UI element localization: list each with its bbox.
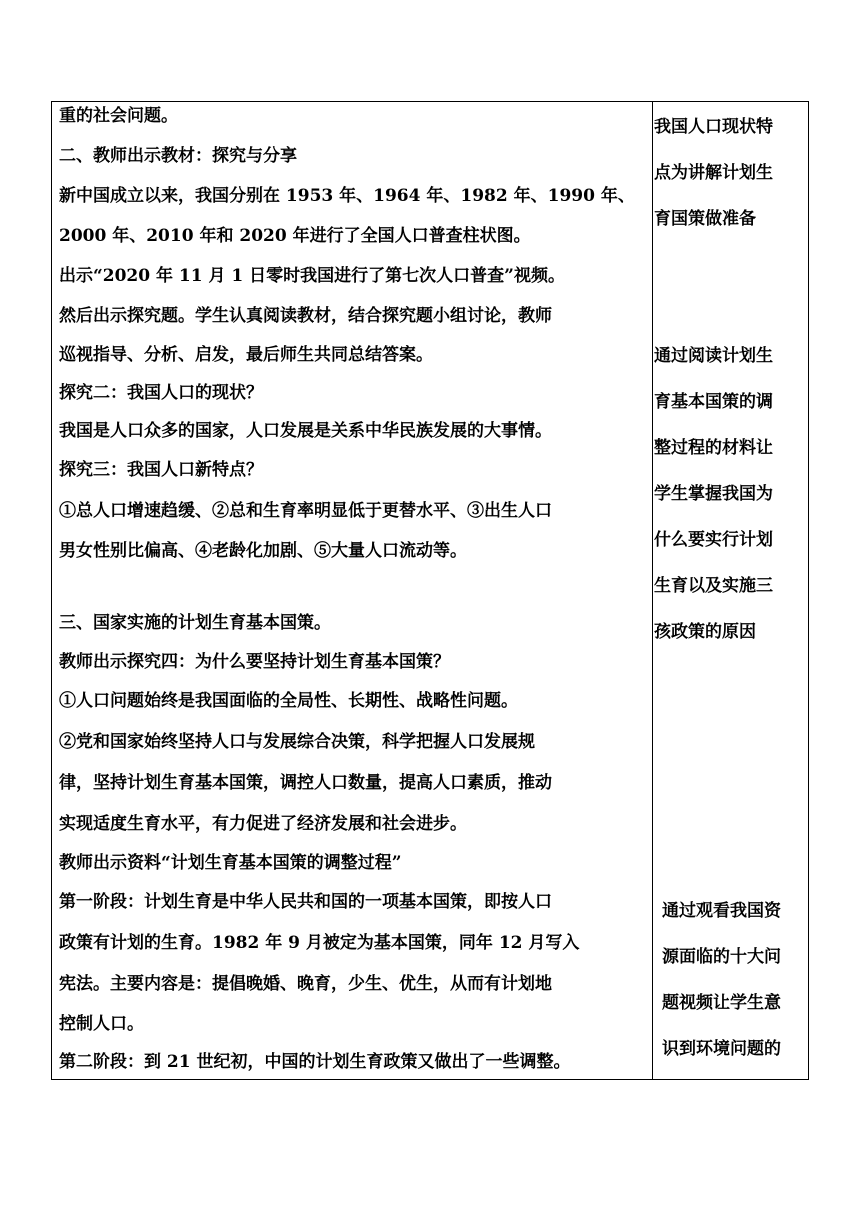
text-line: 我国是人口众多的国家，人口发展是关系中华民族发展的大事情。 <box>59 421 552 441</box>
text-line: 实现适度生育水平，有力促进了经济发展和社会进步。 <box>59 814 467 834</box>
text-line: 第二阶段：到 21 世纪初，中国的计划生育政策又做出了一些调整。 <box>59 1052 571 1072</box>
note-line: 我国人口现状特 <box>654 117 773 137</box>
text-line: 新中国成立以来，我国分别在 1953 年、1964 年、1982 年、1990 年、 <box>59 186 635 206</box>
note-line: 孩政策的原因 <box>654 622 756 642</box>
note-line: 学生掌握我国为 <box>654 484 773 504</box>
note-line: 点为讲解计划生 <box>654 163 773 183</box>
side-note <box>662 900 814 1084</box>
note-line: 识到环境问题的 <box>662 1039 781 1059</box>
note-line: 育基本国策的调 <box>654 392 773 412</box>
note-line: 生育以及实施三 <box>654 576 773 596</box>
section-heading: 二、教师出示教材：探究与分享 <box>59 146 297 166</box>
text-line: 探究二：我国人口的现状？ <box>59 383 263 403</box>
note-line: 源面临的十大问 <box>662 947 781 967</box>
text-line: 政策有计划的生育。1982 年 9 月被定为基本国策，同年 12 月写入 <box>59 933 580 953</box>
text-line: 律，坚持计划生育基本国策，调控人口数量，提高人口素质，推动 <box>59 773 552 793</box>
text-line: ①人口问题始终是我国面临的全局性、长期性、战略性问题。 <box>59 691 518 711</box>
note-line: 通过观看我国资 <box>662 901 781 921</box>
text-line: 控制人口。 <box>59 1014 144 1034</box>
content-table <box>51 101 809 1080</box>
column-divider <box>652 102 653 1079</box>
note-line: 通过阅读计划生 <box>654 346 773 366</box>
side-note <box>654 345 806 667</box>
text-line: ②党和国家始终坚持人口与发展综合决策，科学把握人口发展规 <box>59 732 535 752</box>
text-line: 2000 年、2010 年和 2020 年进行了全国人口普查柱状图。 <box>59 226 531 246</box>
note-line: 题视频让学生意 <box>662 993 781 1013</box>
note-line: 育国策做准备 <box>654 209 756 229</box>
text-line: 第一阶段：计划生育是中华人民共和国的一项基本国策，即按人口 <box>59 892 552 912</box>
note-line: 什么要实行计划 <box>654 530 773 550</box>
side-note <box>654 116 806 254</box>
text-line: 男女性别比偏高、④老龄化加剧、⑤大量人口流动等。 <box>59 541 467 561</box>
text-line: ①总人口增速趋缓、②总和生育率明显低于更替水平、③出生人口 <box>59 501 552 521</box>
text-line: 然后出示探究题。学生认真阅读教材，结合探究题小组讨论，教师 <box>59 306 552 326</box>
text-line: 出示“2020 年 11 月 1 日零时我国进行了第七次人口普查”视频。 <box>59 266 565 286</box>
note-line: 整过程的材料让 <box>654 438 773 458</box>
text-line: 探究三：我国人口新特点？ <box>59 460 263 480</box>
text-line: 教师出示探究四：为什么要坚持计划生育基本国策？ <box>59 652 450 672</box>
text-line: 宪法。主要内容是：提倡晚婚、晚育，少生、优生，从而有计划地 <box>59 974 552 994</box>
text-line: 教师出示资料“计划生育基本国策的调整过程” <box>59 853 402 873</box>
section-heading: 三、国家实施的计划生育基本国策。 <box>59 613 331 633</box>
notes-column <box>654 102 806 1079</box>
text-line: 巡视指导、分析、启发，最后师生共同总结答案。 <box>59 345 433 365</box>
text-line: 重的社会问题。 <box>59 106 178 126</box>
